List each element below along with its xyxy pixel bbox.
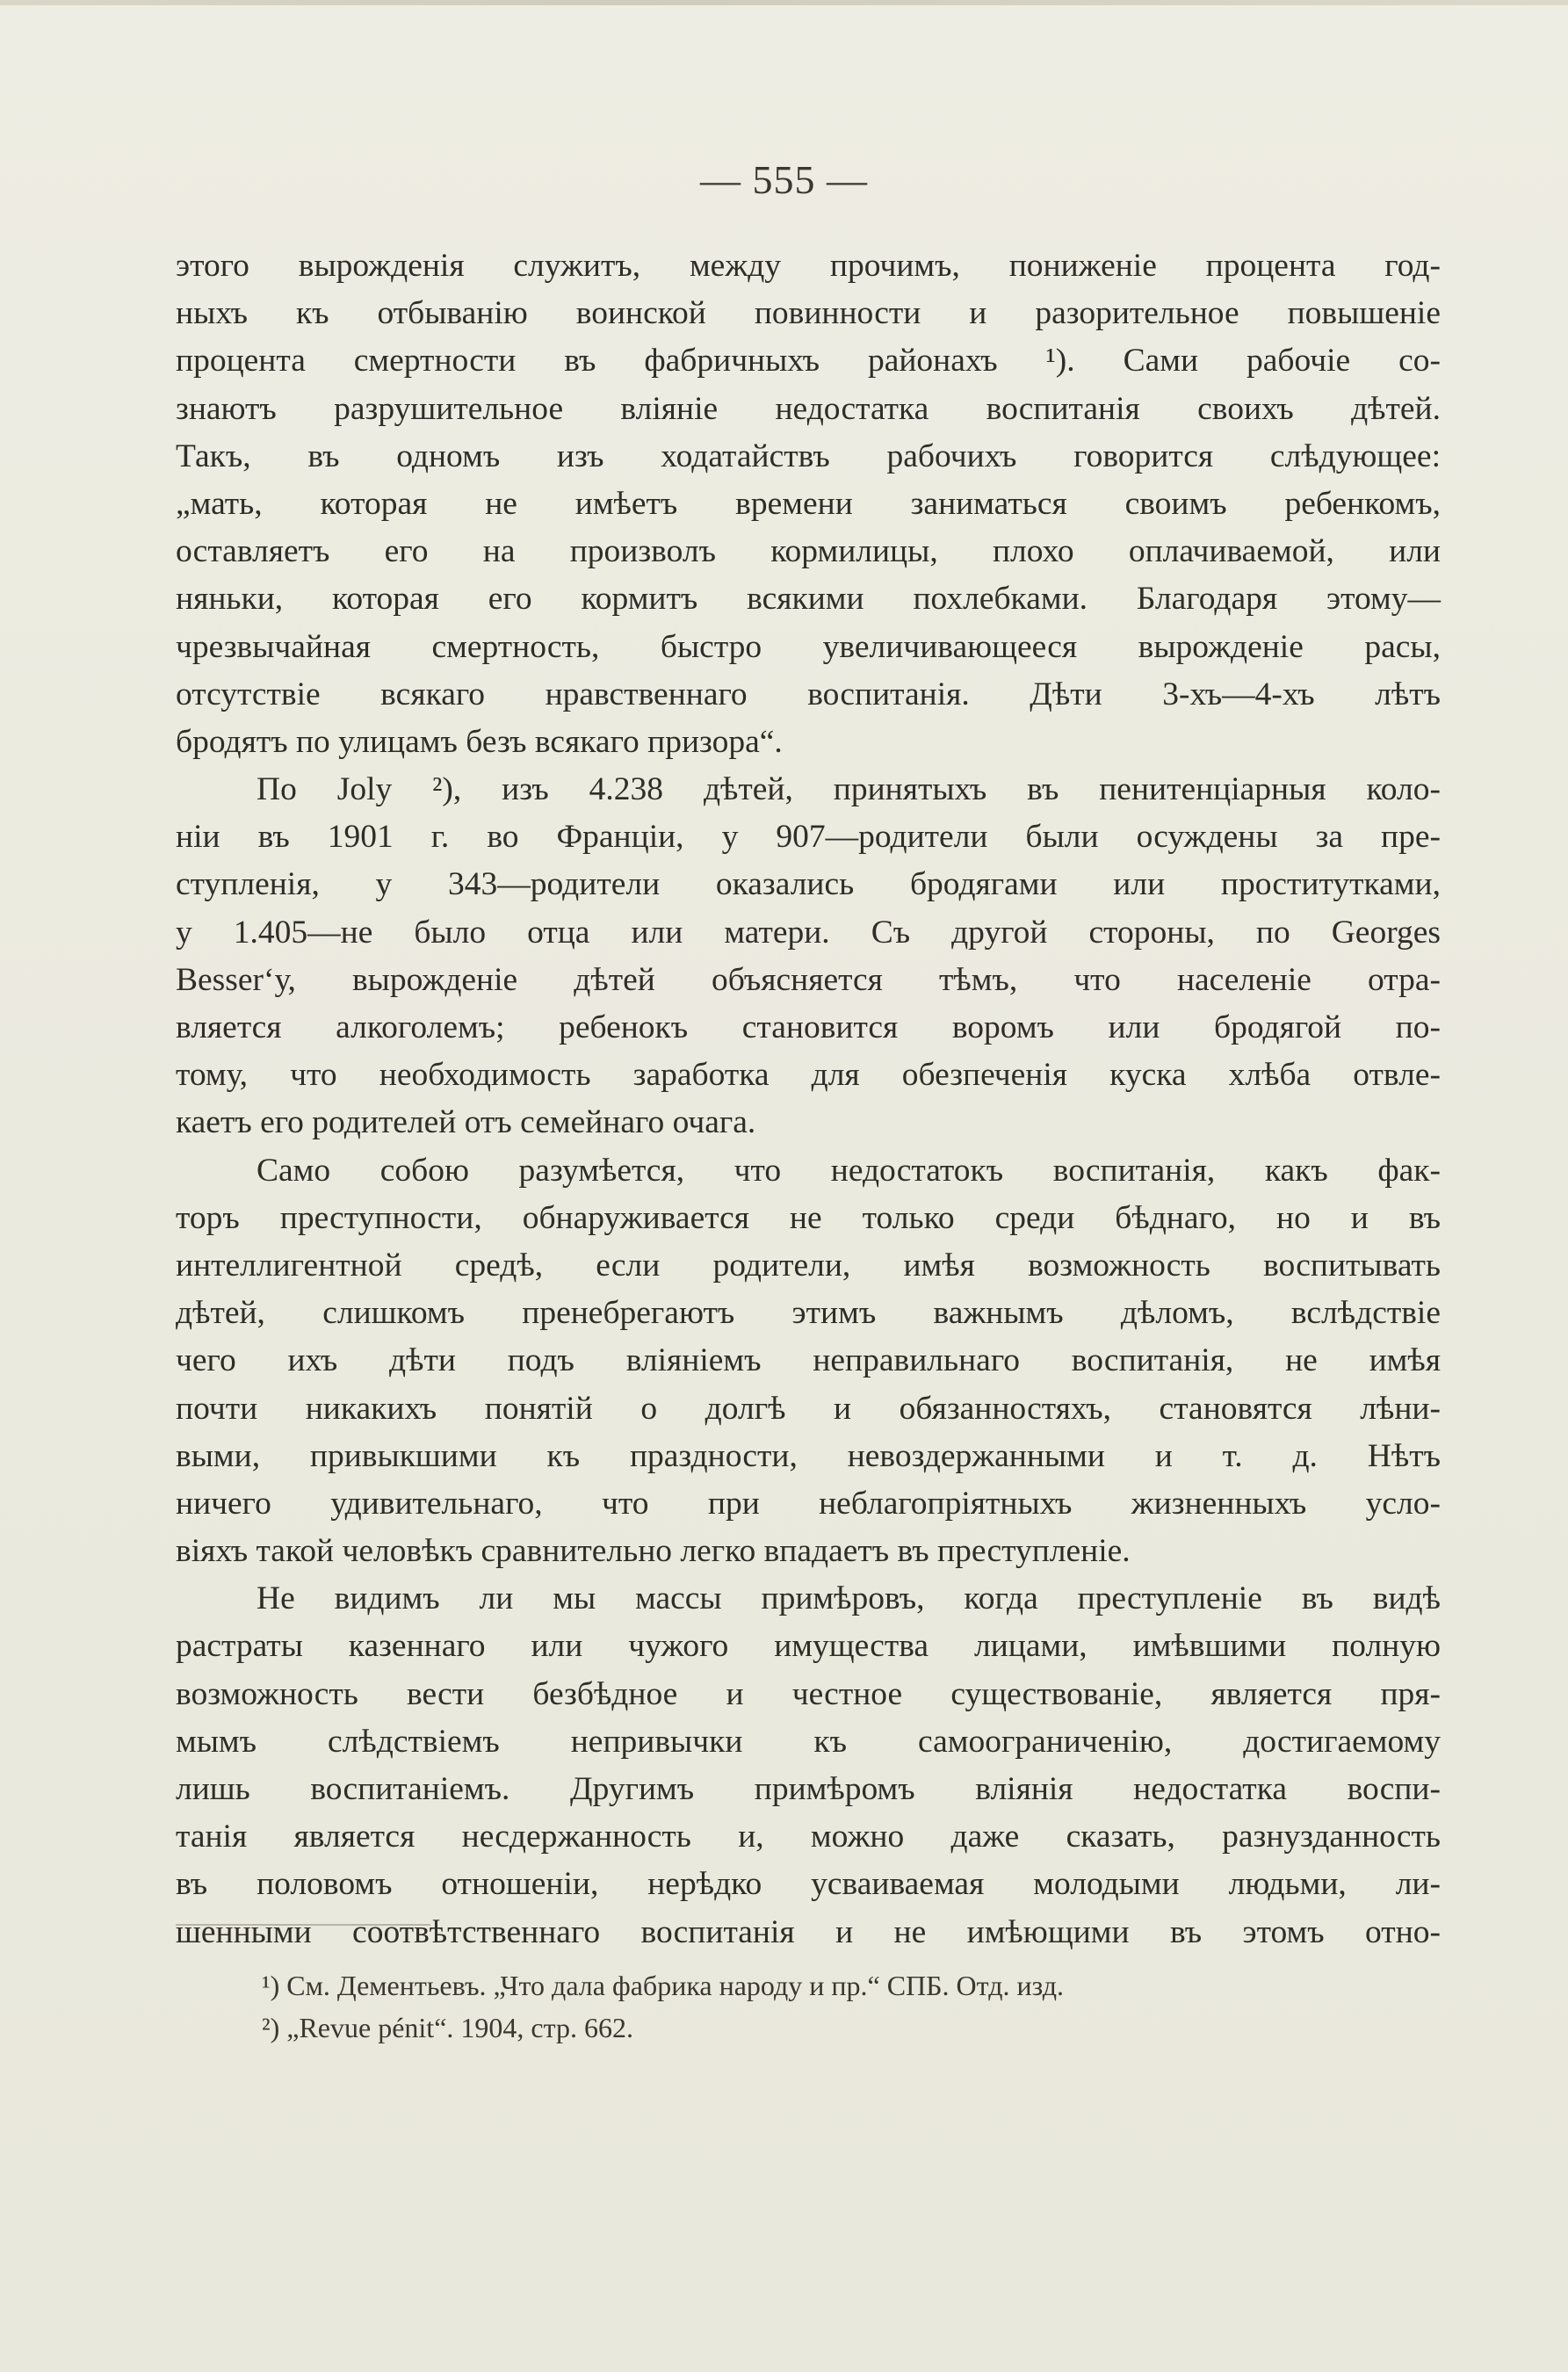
- text-line: торъ преступности, обнаруживается не только среди бѣднаго, но и въ: [176, 1199, 1441, 1236]
- text-line: въ половомъ отношеніи, нерѣдко усваиваемая молодыми людьми, ли-: [176, 1866, 1441, 1903]
- page-number: — 555 —: [700, 157, 868, 202]
- text-line: мымъ слѣдствіемъ непривычки къ самоограниченію, достигаемому: [176, 1723, 1441, 1760]
- text-line: ступленія, у 343—родители оказались бродягами или проститутками,: [176, 866, 1441, 903]
- text-line: тому, что необходимость заработка для обезпеченія куска хлѣба отвле-: [176, 1057, 1441, 1094]
- text-line: чего ихъ дѣти подъ вліяніемъ неправильнаго воспитанія, не имѣя: [176, 1342, 1441, 1379]
- page-top-edge: [0, 0, 1568, 5]
- text-line: этого вырожденія служитъ, между прочимъ, пониженіе процента год-: [176, 248, 1441, 284]
- footnote-1: ¹) См. Дементьевъ. „Что дала фабрика народу и пр.“ СПБ. Отд. изд.: [262, 1970, 1064, 2001]
- text-line: знаютъ разрушительное вліяніе недостатка воспитанія своихъ дѣтей.: [176, 390, 1441, 427]
- body-text: [176, 242, 1441, 1956]
- text-line: танія является несдержанность и, можно даже сказать, разнузданность: [176, 1819, 1441, 1855]
- text-line: віяхъ такой человѣкъ сравнительно легко впадаетъ въ преступленіе.: [176, 1533, 1131, 1570]
- text-line: выми, привыкшими къ праздности, невоздержанными и т. д. Нѣтъ: [176, 1437, 1441, 1474]
- text-line: вляется алкоголемъ; ребенокъ становится воромъ или бродягой по-: [176, 1009, 1441, 1045]
- text-line: лишь воспитаніемъ. Другимъ примѣромъ вліянія недостатка воспи-: [176, 1771, 1441, 1807]
- text-line: „мать, которая не имѣетъ времени заниматься своимъ ребенкомъ,: [176, 485, 1441, 522]
- text-line: растраты казеннаго или чужого имущества лицами, имѣвшими полную: [176, 1628, 1441, 1665]
- footnotes: [262, 1964, 1439, 2049]
- text-line: процента смертности въ фабричныхъ районахъ ¹). Сами рабочіе со-: [176, 343, 1441, 380]
- text-line: Besser‘у, вырожденіе дѣтей объясняется тѣмъ, что населеніе отра-: [176, 961, 1441, 998]
- text-line: оставляетъ его на произволъ кормилицы, плохо оплачиваемой, или: [176, 533, 1441, 570]
- text-line: отсутствіе всякаго нравственнаго воспитанія. Дѣти 3-хъ—4-хъ лѣтъ: [176, 676, 1441, 712]
- text-line: у 1.405—не было отца или матери. Съ другой стороны, по Georges: [176, 914, 1441, 951]
- text-line: дѣтей, слишкомъ пренебрегаютъ этимъ важнымъ дѣломъ, вслѣдствіе: [176, 1295, 1441, 1332]
- text-line: интеллигентной средѣ, если родители, имѣя возможность воспитывать: [176, 1247, 1441, 1284]
- text-line: возможность вести безбѣдное и честное существованіе, является пря-: [176, 1675, 1441, 1712]
- text-line: почти никакихъ понятій о долгѣ и обязанностяхъ, становятся лѣни-: [176, 1390, 1441, 1427]
- text-line: Такъ, въ одномъ изъ ходатайствъ рабочихъ говорится слѣдующее:: [176, 438, 1441, 474]
- text-line: ніи въ 1901 г. во Франціи, у 907—родители были осуждены за пре-: [176, 819, 1441, 856]
- text-line: няньки, которая его кормитъ всякими похлебками. Благодаря этому—: [176, 581, 1441, 618]
- text-line: По Joly ²), изъ 4.238 дѣтей, принятыхъ въ пенитенціарныя коло-: [257, 771, 1441, 808]
- text-line: Не видимъ ли мы массы примѣровъ, когда преступленіе въ видѣ: [257, 1580, 1441, 1617]
- text-line: бродятъ по улицамъ безъ всякаго призора“.: [176, 723, 783, 760]
- text-line: шенными соотвѣтственнаго воспитанія и не имѣющими въ этомъ отно-: [176, 1913, 1441, 1950]
- footnote-2: ²) „Revue pénit“. 1904, стр. 662.: [262, 2012, 633, 2043]
- text-line: ничего удивительнаго, что при неблагопріятныхъ жизненныхъ усло-: [176, 1485, 1441, 1522]
- text-line: чрезвычайная смертность, быстро увеличивающееся вырожденіе расы,: [176, 628, 1441, 665]
- text-line: ныхъ къ отбыванію воинской повинности и разорительное повышеніе: [176, 295, 1441, 332]
- footnote-divider: [176, 1924, 430, 1926]
- text-line: каетъ его родителей отъ семейнаго очага.: [176, 1104, 756, 1141]
- text-line: Само собою разумѣется, что недостатокъ воспитанія, какъ фак-: [257, 1152, 1441, 1189]
